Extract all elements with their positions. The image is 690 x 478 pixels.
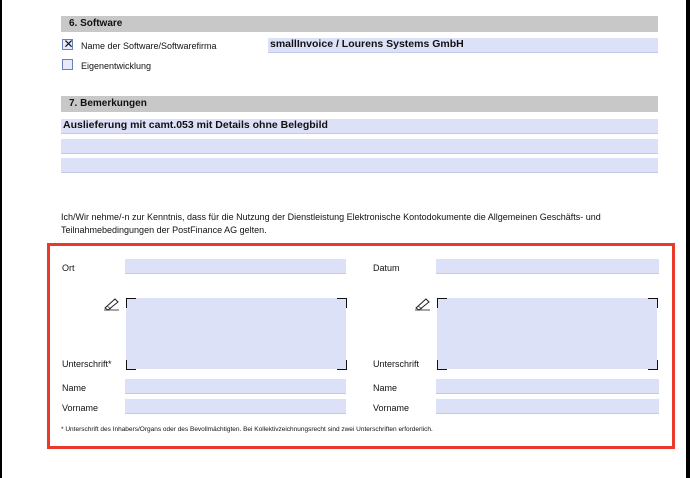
firstname-field-right[interactable] xyxy=(436,399,659,414)
software-vendor-checkbox[interactable] xyxy=(62,39,73,50)
checkmark-icon: ✕ xyxy=(63,37,74,51)
signature-corner-mark xyxy=(648,360,658,370)
remarks-line-2[interactable] xyxy=(61,139,658,154)
date-label: Datum xyxy=(373,263,400,273)
page-edge-right xyxy=(686,0,690,478)
signature-label-left: Unterschrift* xyxy=(62,359,112,369)
date-field[interactable] xyxy=(436,259,659,274)
pen-icon xyxy=(414,297,432,311)
signature-label-right: Unterschrift xyxy=(373,359,420,369)
pen-icon xyxy=(103,297,121,311)
remarks-line-1[interactable]: Auslieferung mit camt.053 mit Details ohne Belegbild xyxy=(61,119,658,134)
signature-corner-mark xyxy=(437,360,447,370)
name-field-right[interactable] xyxy=(436,379,659,394)
name-label-left: Name xyxy=(62,383,87,393)
software-vendor-label: Name der Software/Softwarefirma xyxy=(81,41,217,51)
signature-corner-mark xyxy=(126,360,136,370)
signature-corner-mark xyxy=(337,360,347,370)
remarks-line-3[interactable] xyxy=(61,158,658,173)
firstname-field-left[interactable] xyxy=(125,399,346,414)
terms-notice: Ich/Wir nehme/-n zur Kenntnis, dass für die Nutzung der Dienstleistung Elektronische Kontodokumente die Allgemeinen Geschäfts- und Teilnahmebedingungen der PostFinance AG gelten. xyxy=(61,212,601,235)
section-remarks-header: 7. Bemerkungen xyxy=(61,96,658,112)
signature-corner-mark xyxy=(337,298,347,308)
section-software-header: 6. Software xyxy=(61,16,658,32)
firstname-label-left: Vorname xyxy=(62,403,99,413)
place-field[interactable] xyxy=(125,259,346,274)
page-edge-left xyxy=(0,0,2,478)
signature-footnote: * Unterschrift des Inhabers/Organs oder des Bevollmächtigten. Bei Kollektivzeichnungsrecht sind zwei Unterschriften erforderlich. xyxy=(61,426,433,433)
signature-corner-mark xyxy=(437,298,447,308)
software-own-checkbox[interactable] xyxy=(62,59,73,70)
software-vendor-field[interactable]: smallInvoice / Lourens Systems GmbH xyxy=(268,38,658,53)
place-label: Ort xyxy=(62,263,75,273)
signature-corner-mark xyxy=(126,298,136,308)
signature-area-left[interactable] xyxy=(126,298,346,369)
name-label-right: Name xyxy=(373,383,398,393)
name-field-left[interactable] xyxy=(125,379,346,394)
signature-corner-mark xyxy=(648,298,658,308)
signature-area-right[interactable] xyxy=(437,298,657,369)
firstname-label-right: Vorname xyxy=(373,403,410,413)
software-own-label: Eigenentwicklung xyxy=(81,61,152,71)
